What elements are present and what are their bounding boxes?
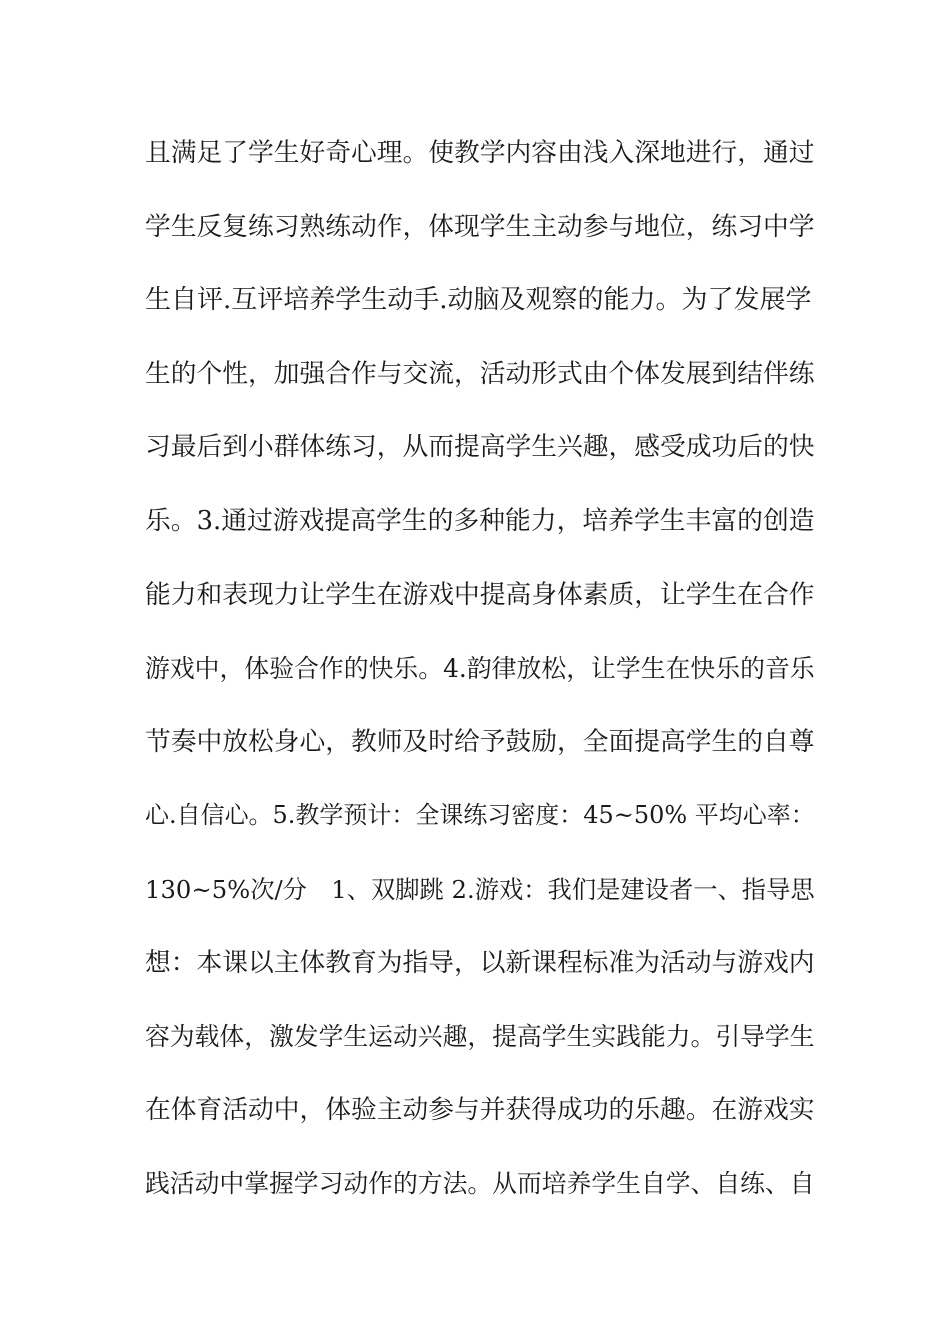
text-line: 且满足了学生好奇心理。使教学内容由浅入深地进行，通过 xyxy=(145,138,815,168)
text-line: 想：本课以主体教育为指导，以新课程标准为活动与游戏内 xyxy=(145,947,815,978)
text-line: 生自评.互评培养学生动手.动脑及观察的能力。为了发展学 xyxy=(145,285,812,316)
body-text xyxy=(145,128,815,1232)
text-line: 130~5%次/分 1、双脚跳 2.游戏：我们是建设者一、指导思 xyxy=(145,874,815,904)
text-line: 能力和表现力让学生在游戏中提高身体素质，让学生在合作 xyxy=(145,579,815,610)
text-line: 在体育活动中，体验主动参与并获得成功的乐趣。在游戏实 xyxy=(145,1094,815,1125)
text-line: 践活动中掌握学习动作的方法。从而培养学生自学、自练、自 xyxy=(145,1169,815,1199)
text-line: 生的个性，加强合作与交流，活动形式由个体发展到结伴练 xyxy=(145,358,815,389)
text-line: 心.自信心。5.教学预计：全课练习密度：45~50% 平均心率： xyxy=(145,801,815,830)
text-line: 游戏中，体验合作的快乐。4.韵律放松，让学生在快乐的音乐 xyxy=(145,654,815,684)
text-line: 乐。3.通过游戏提高学生的多种能力，培养学生丰富的创造 xyxy=(145,505,815,536)
text-line: 容为载体，激发学生运动兴趣，提高学生实践能力。引导学生 xyxy=(145,1022,815,1052)
text-line: 节奏中放松身心，教师及时给予鼓励，全面提高学生的自尊 xyxy=(145,726,815,757)
text-line: 学生反复练习熟练动作，体现学生主动参与地位，练习中学 xyxy=(145,211,815,242)
text-line: 习最后到小群体练习，从而提高学生兴趣，感受成功后的快 xyxy=(145,432,815,463)
